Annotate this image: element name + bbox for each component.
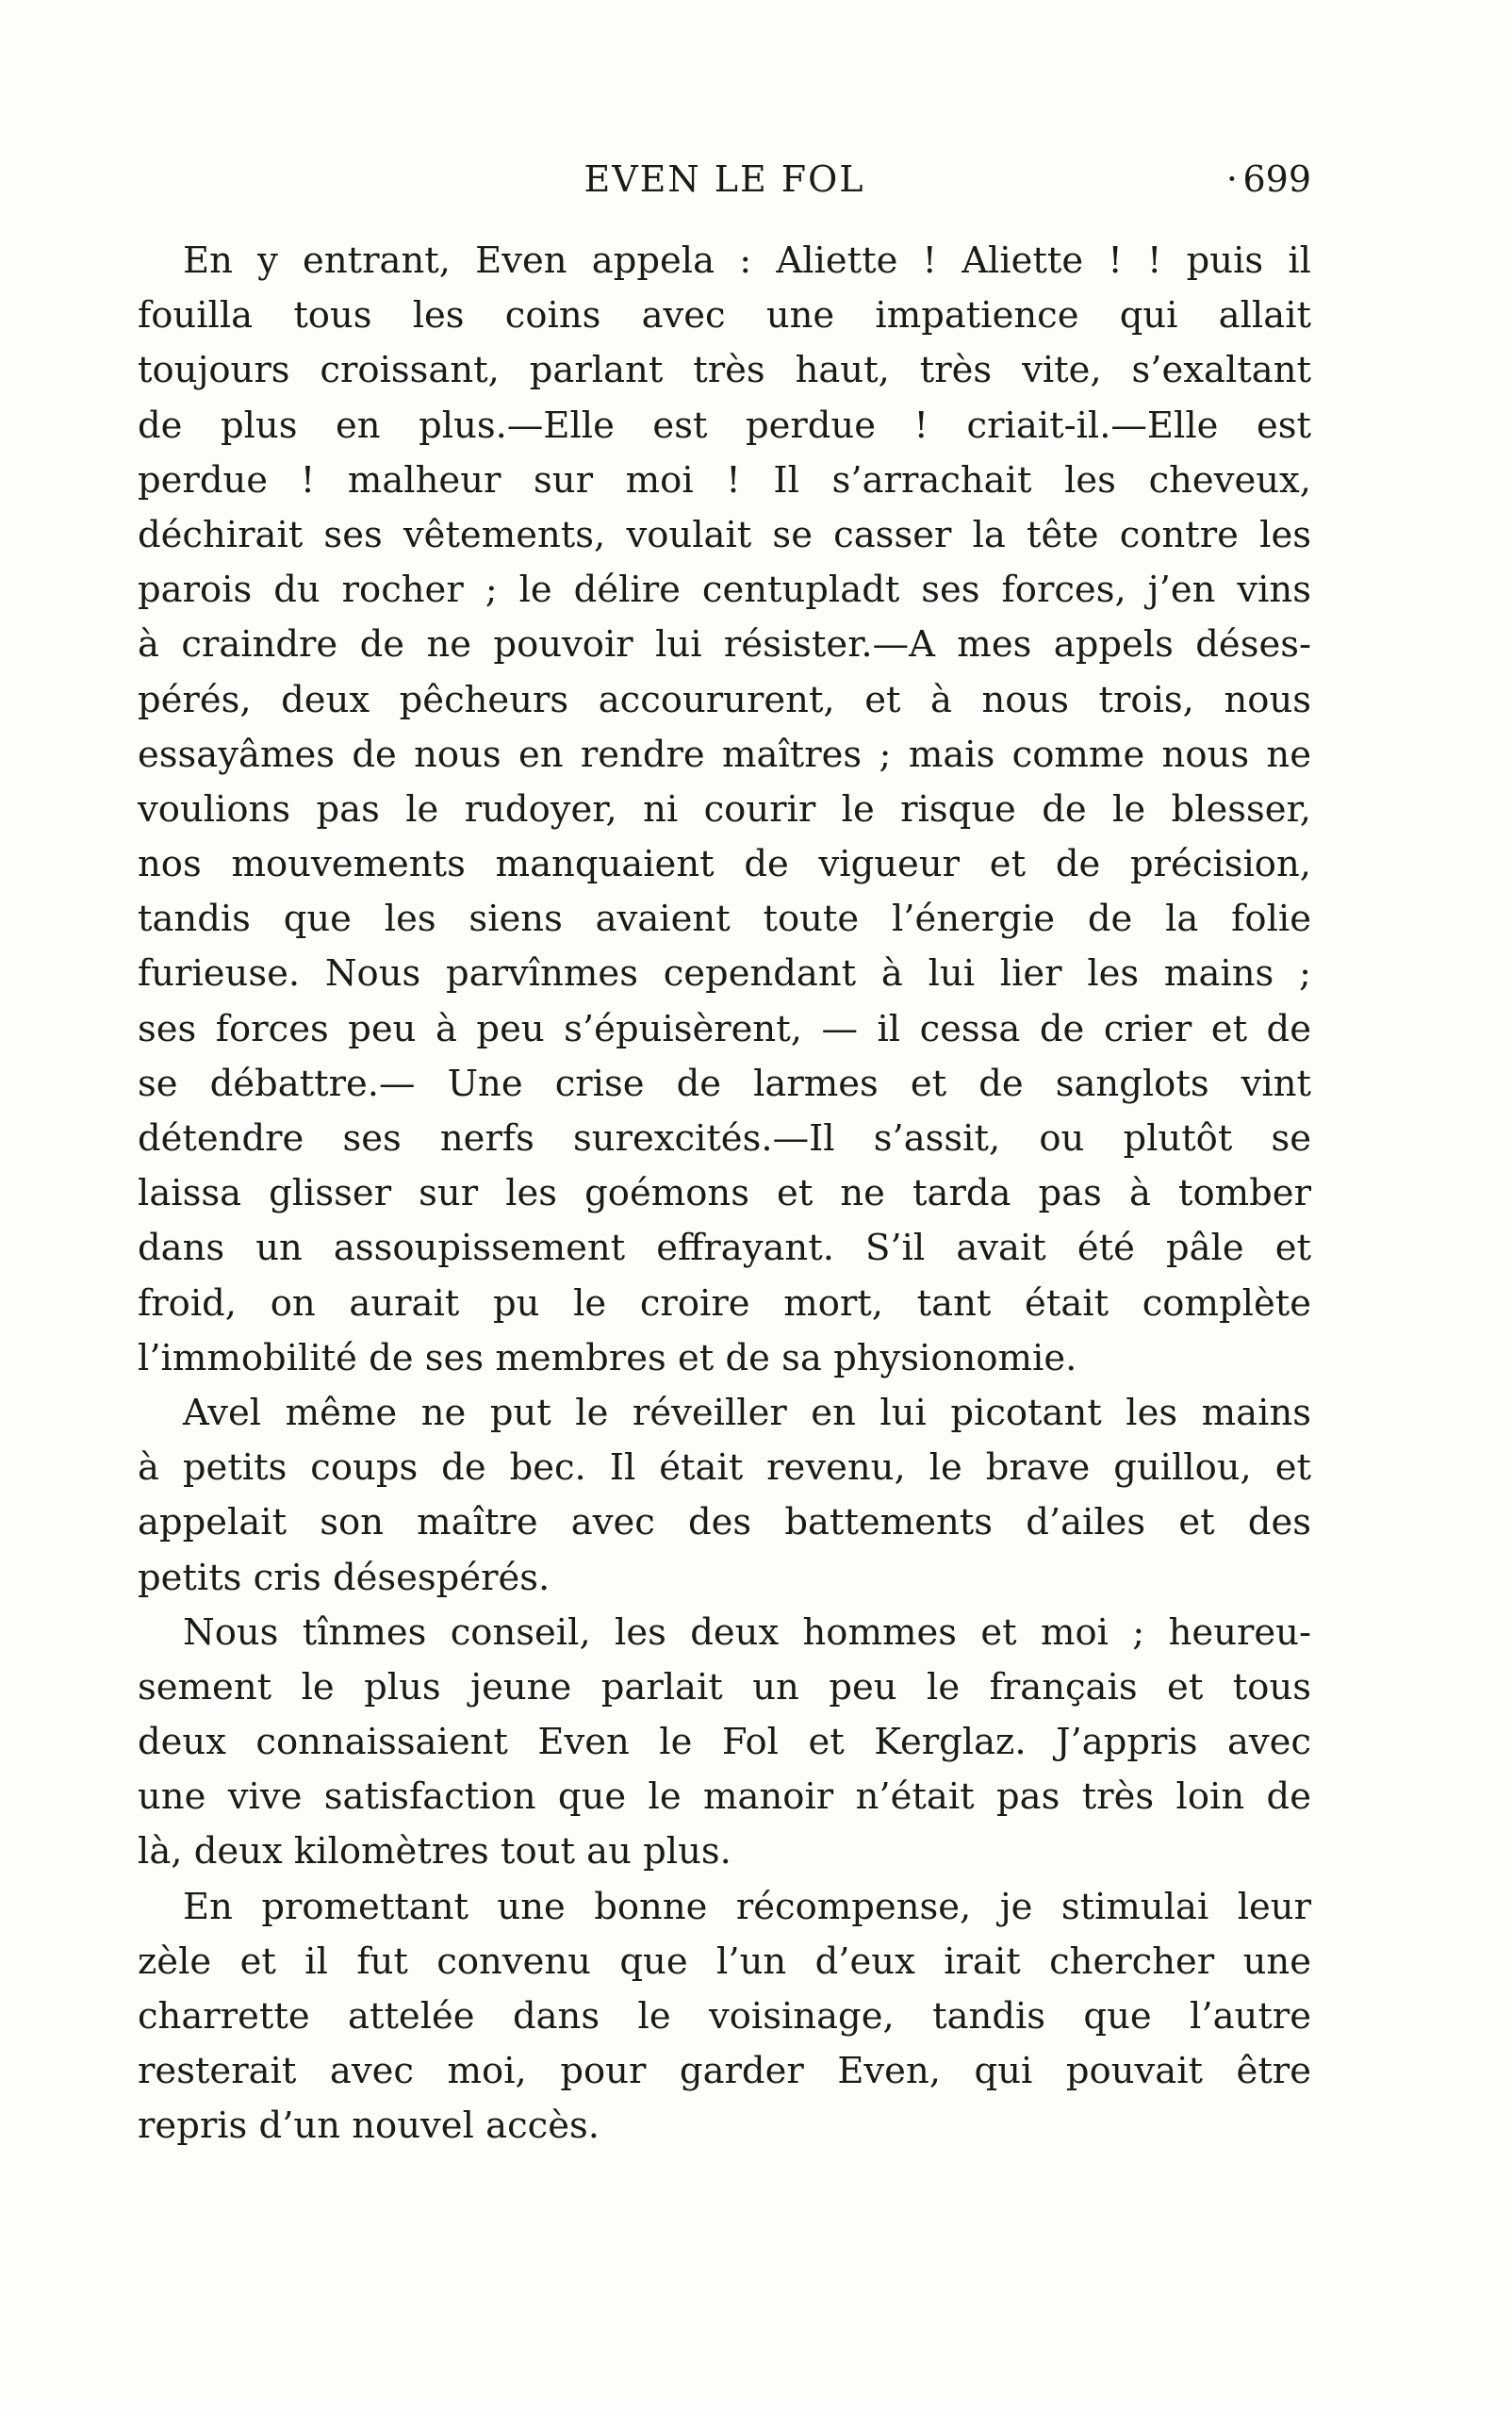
text-line: perdue ! malheur sur moi ! Il s’arrachait les cheveux,: [138, 458, 1311, 502]
text-line: parois du rocher ; le délire centupladt ses forces, j’en vins: [138, 569, 1311, 612]
text-line: détendre ses nerfs surexcités.—Il s’assit, ou plutôt se: [138, 1117, 1311, 1160]
text-line: déchirait ses vêtements, voulait se casser la tête contre les: [138, 513, 1311, 556]
text-line: sement le plus jeune parlait un peu le français et tous: [138, 1665, 1311, 1708]
text-line: là, deux kilomètres tout au plus.: [138, 1830, 731, 1874]
text-line: repris d’un nouvel accès.: [138, 2105, 600, 2148]
text-line: appelait son maître avec des battements d’ailes et des: [138, 1501, 1311, 1544]
text-line: nos mouvements manquaient de vigueur et de précision,: [138, 843, 1311, 886]
text-line: une vive satisfaction que le manoir n’était pas très loin de: [138, 1775, 1311, 1819]
text-line: laissa glisser sur les goémons et ne tarda pas à tomber: [138, 1172, 1311, 1215]
running-head: [138, 158, 1311, 215]
text-line: Nous tînmes conseil, les deux hommes et moi ; heureu-: [183, 1610, 1311, 1654]
text-line: à petits coups de bec. Il était revenu, le brave guillou, et: [138, 1446, 1311, 1490]
text-line: petits cris désespérés.: [138, 1556, 551, 1599]
paragraph: [138, 234, 1311, 1386]
text-line: voulions pas le rudoyer, ni courir le risque de le blesser,: [138, 787, 1311, 831]
text-line: dans un assoupissement effrayant. S’il avait été pâle et: [138, 1227, 1311, 1270]
paragraph: [138, 1606, 1311, 1880]
text-line: En promettant une bonne récompense, je stimulai leur: [183, 1885, 1311, 1928]
text-line: En y entrant, Even appela : Aliette ! Aliette ! ! puis il: [183, 239, 1311, 282]
folio-dot: ·: [1225, 158, 1238, 200]
text-line: deux connaissaient Even le Fol et Kerglaz. J’appris avec: [138, 1721, 1311, 1764]
text-line: froid, on aurait pu le croire mort, tant était complète: [138, 1281, 1311, 1325]
text-line: tandis que les siens avaient toute l’énergie de la folie: [138, 898, 1311, 941]
text-line: fouilla tous les coins avec une impatience qui allait: [138, 294, 1311, 338]
text-line: à craindre de ne pouvoir lui résister.—A mes appels déses-: [138, 623, 1311, 667]
text-line: charrette attelée dans le voisinage, tandis que l’autre: [138, 1995, 1311, 2038]
text-line: essayâmes de nous en rendre maîtres ; mais comme nous ne: [138, 733, 1311, 776]
body-text: [138, 234, 1311, 2154]
running-title: EVEN LE FOL: [583, 158, 865, 200]
text-line: ses forces peu à peu s’épuisèrent, — il cessa de crier et de: [138, 1007, 1311, 1050]
text-line: furieuse. Nous parvînmes cependant à lui lier les mains ;: [138, 952, 1311, 996]
text-line: Avel même ne put le réveiller en lui picotant les mains: [183, 1391, 1311, 1434]
text-line: zèle et il fut convenu que l’un d’eux irait chercher une: [138, 1940, 1311, 1983]
text-line: resterait avec moi, pour garder Even, qui pouvait être: [138, 2050, 1311, 2093]
text-line: se débattre.— Une crise de larmes et de sanglots vint: [138, 1062, 1311, 1105]
text-line: pérés, deux pêcheurs accoururent, et à nous trois, nous: [138, 678, 1311, 721]
page-number: 699: [1242, 158, 1311, 200]
text-line: de plus en plus.—Elle est perdue ! criait-il.—Elle est: [138, 404, 1311, 447]
text-line: toujours croissant, parlant très haut, très vite, s’exaltant: [138, 349, 1311, 392]
paragraph: [138, 1386, 1311, 1606]
paragraph: [138, 1880, 1311, 2154]
text-line: l’immobilité de ses membres et de sa physionomie.: [138, 1336, 1077, 1379]
